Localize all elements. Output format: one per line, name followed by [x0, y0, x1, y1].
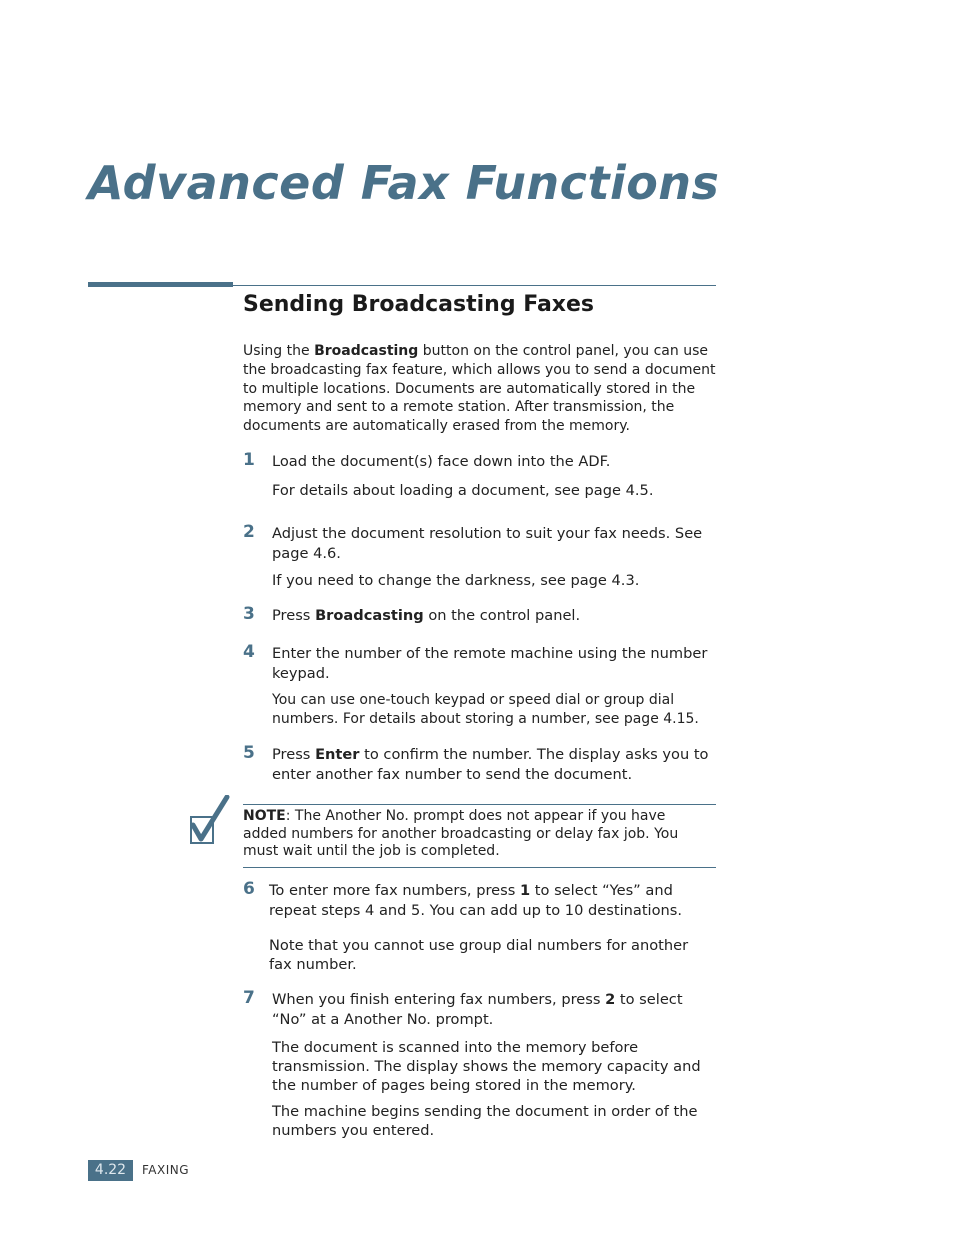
- step-6-number: 6: [243, 879, 255, 899]
- step-7-sub-2: The machine begins sending the document in order of the numbers you entered.: [272, 1103, 698, 1139]
- section-rule-thick: [88, 282, 233, 287]
- step-2-sub: If you need to change the darkness, see page 4.3.: [272, 572, 640, 589]
- step-1-text: Load the document(s) face down into the ADF.: [272, 453, 611, 470]
- step-5-bold: Enter: [315, 746, 360, 763]
- step-3-text: [272, 606, 717, 626]
- step-3-number: 3: [243, 604, 255, 624]
- step-5-number: 5: [243, 743, 255, 763]
- step-2-number: 2: [243, 522, 255, 542]
- note-rule-bottom: [243, 867, 716, 868]
- step-5-text-end: to confirm the number. The display asks you to enter another fax number to send the document.: [272, 746, 709, 783]
- note-body: : The Another No. prompt does not appear if you have added numbers for another broadcasting or delay fax job. You must wait until the job is completed.: [243, 808, 679, 860]
- page-number: 4.22: [88, 1160, 133, 1181]
- step-6-bold: 1: [519, 882, 531, 899]
- step-7-sub-1: The document is scanned into the memory before transmission. The display shows the memory capacity and the number of pages being stored in the memory.: [272, 1039, 701, 1094]
- step-6-sub: Note that you cannot use group dial numbers for another fax number.: [269, 937, 689, 973]
- chapter-label: FAXING: [142, 1163, 190, 1177]
- section-rule-thin: [233, 285, 716, 286]
- checkmark-note-icon: [189, 795, 231, 847]
- note-rule-top: [243, 804, 716, 805]
- step-1-sub: For details about loading a document, see page 4.5.: [272, 482, 654, 499]
- page-title: Advanced Fax Functions: [88, 156, 720, 210]
- step-6-text-end: to select “Yes” and repeat steps 4 and 5. You can add up to 10 destinations.: [269, 882, 683, 919]
- intro-text-end: button on the control panel, you can use the broadcasting fax feature, which allows you to send a document to multiple locations. Documents are automatically stored in the memory and sent to a remote station. After transmission, the documents are automatically erased from the memory.: [243, 343, 716, 435]
- step-2-text: Adjust the document resolution to suit your fax needs. See page 4.6.: [272, 525, 703, 562]
- step-4-text: Enter the number of the remote machine using the number keypad.: [272, 645, 708, 682]
- step-7-bold: 2: [605, 991, 616, 1008]
- step-7-number: 7: [243, 988, 255, 1008]
- step-6-text-start: To enter more fax numbers, press: [269, 882, 520, 899]
- step-5-text-start: Press: [272, 746, 316, 763]
- step-5-text: [272, 745, 717, 785]
- step-6-text: [269, 881, 714, 921]
- intro-paragraph: [243, 342, 723, 436]
- step-7-text-start: When you finish entering fax numbers, press: [272, 991, 606, 1008]
- step-3-text-end: on the control panel.: [423, 607, 581, 624]
- step-3-text-start: Press: [272, 607, 316, 624]
- note-text: [243, 808, 713, 861]
- step-3-bold: Broadcasting: [315, 607, 424, 624]
- step-7-text-end: to select “No” at a Another No. prompt.: [272, 991, 683, 1028]
- broadcasting-term: Broadcasting: [314, 343, 419, 359]
- step-7-text: [272, 990, 717, 1030]
- step-1-number: 1: [243, 450, 255, 470]
- section-title: Sending Broadcasting Faxes: [243, 292, 595, 317]
- intro-text-start: Using the: [243, 343, 315, 359]
- step-4-number: 4: [243, 642, 255, 662]
- note-label: NOTE: [243, 808, 286, 824]
- step-4-sub: You can use one-touch keypad or speed dial or group dial numbers. For details about storing a number, see page 4.15.: [272, 692, 699, 727]
